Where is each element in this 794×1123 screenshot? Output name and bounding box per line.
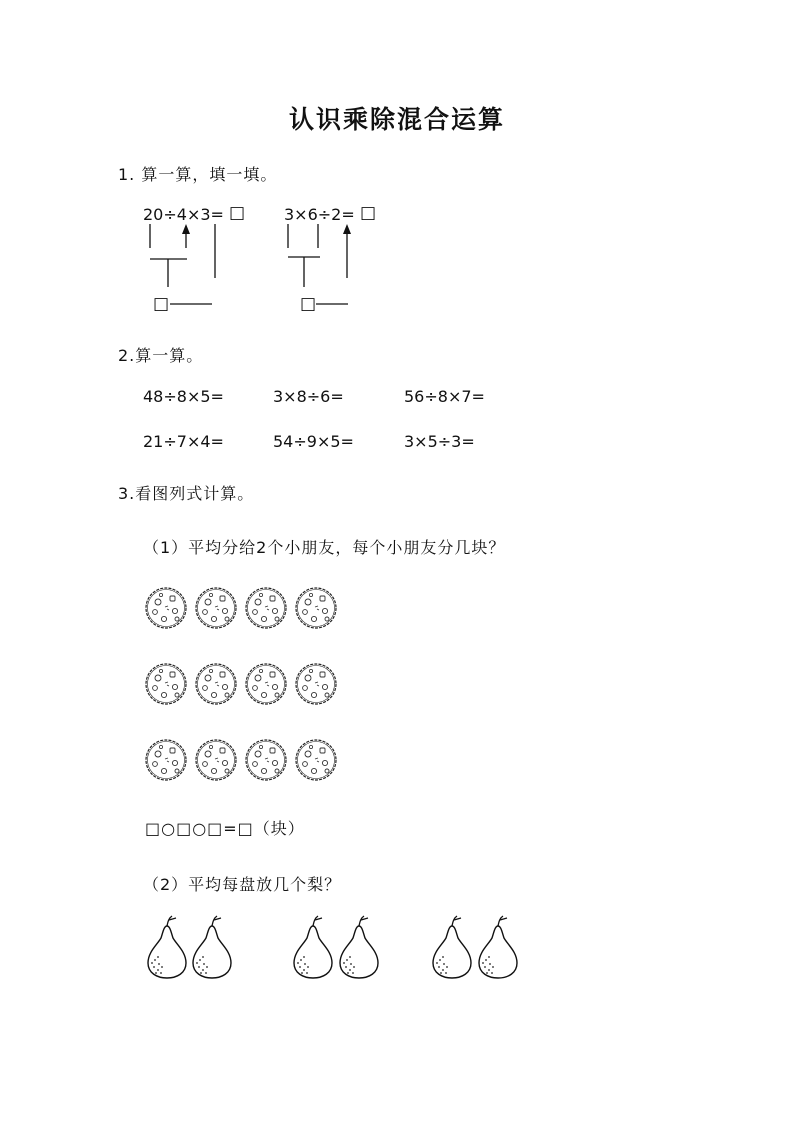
- pear-icon: [340, 916, 378, 978]
- q1-answer-box-a: □: [229, 203, 246, 223]
- pear-icon: [433, 916, 471, 978]
- q3-sub-question-1: （1）平均分给2个小朋友，每个小朋友分几块？: [143, 538, 506, 557]
- q1-step-box-b: □: [300, 294, 317, 314]
- q2-item: 56÷8×7=: [404, 387, 485, 406]
- q1-expression-a: 20÷4×3=: [143, 205, 224, 224]
- pear-icon: [479, 916, 517, 978]
- pear-icon: [148, 916, 186, 978]
- q3-sub-question-2: （2）平均每盘放几个梨？: [143, 875, 342, 894]
- pear-icon: [294, 916, 332, 978]
- q2-item: 48÷8×5=: [143, 387, 224, 406]
- page-title: 认识乘除混合运算: [288, 105, 505, 134]
- q2-item: 3×8÷6=: [273, 387, 344, 406]
- q3-answer-template: □○□○□=□（块）: [145, 819, 305, 838]
- q1-step-box-a: □: [153, 294, 170, 314]
- q2-item: 3×5÷3=: [404, 432, 475, 451]
- question-1-label: 1. 算一算，填一填。: [118, 165, 278, 184]
- q2-item: 21÷7×4=: [143, 432, 224, 451]
- q1-expression-b: 3×6÷2=: [284, 205, 355, 224]
- question-3-label: 3.看图列式计算。: [118, 484, 255, 503]
- q2-item: 54÷9×5=: [273, 432, 354, 451]
- pear-icon: [193, 916, 231, 978]
- question-2-label: 2.算一算。: [118, 346, 204, 365]
- q1-answer-box-b: □: [360, 203, 377, 223]
